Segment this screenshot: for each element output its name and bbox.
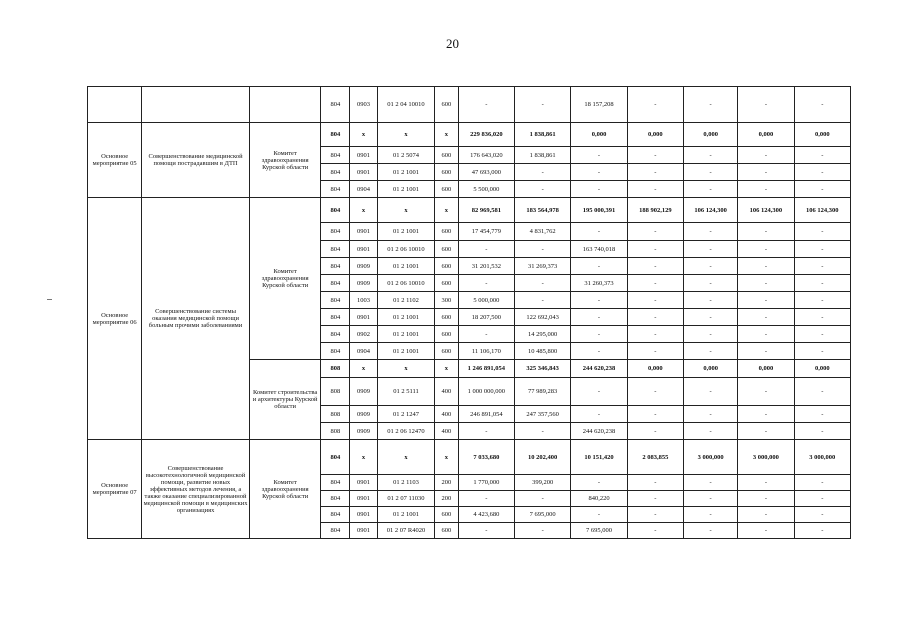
- table-cell: 7 033,680: [458, 440, 514, 475]
- table-cell: 325 346,843: [515, 360, 571, 378]
- table-cell: 0909: [350, 423, 378, 440]
- table-cell: 14 295,000: [515, 326, 571, 343]
- table-cell: 01 2 1001: [377, 164, 434, 181]
- table-cell: 3 000,000: [794, 440, 850, 475]
- table-cell: 01 2 5111: [377, 378, 434, 406]
- table-cell: 808: [321, 378, 350, 406]
- table-cell: -: [515, 87, 571, 123]
- table-cell: -: [684, 147, 738, 164]
- empty-cell: [142, 87, 250, 123]
- table-cell: 0,000: [738, 123, 794, 147]
- table-cell: 01 2 1001: [377, 181, 434, 198]
- table-cell: -: [738, 423, 794, 440]
- table-cell: 0901: [350, 475, 378, 491]
- table-cell: 2 083,855: [627, 440, 683, 475]
- table-cell: 0901: [350, 523, 378, 539]
- table-cell: -: [684, 223, 738, 241]
- table-cell: 77 989,283: [515, 378, 571, 406]
- table-cell: 1 838,861: [515, 123, 571, 147]
- table-cell: -: [684, 87, 738, 123]
- table-cell: 600: [435, 241, 459, 258]
- table-cell: 804: [321, 326, 350, 343]
- table-cell: -: [738, 378, 794, 406]
- table-cell: 400: [435, 378, 459, 406]
- table-cell: 106 124,300: [684, 198, 738, 223]
- table-cell: -: [684, 507, 738, 523]
- table-cell: 195 000,391: [571, 198, 627, 223]
- table-cell: -: [738, 326, 794, 343]
- table-cell: -: [571, 406, 627, 423]
- table-cell: 0,000: [571, 123, 627, 147]
- table-cell: -: [515, 241, 571, 258]
- table-cell: -: [684, 491, 738, 507]
- executor-name: Комитет здравоохранения Курской области: [249, 123, 321, 198]
- table-cell: -: [627, 507, 683, 523]
- table-cell: 01 2 1247: [377, 406, 434, 423]
- measure-description: Совершенствование системы оказания медицинской помощи больным прочими заболеваниями: [142, 198, 250, 440]
- table-row: [88, 87, 851, 123]
- table-cell: 1 770,000: [458, 475, 514, 491]
- executor-name: Комитет здравоохранения Курской области: [249, 198, 321, 360]
- table-cell: -: [794, 326, 850, 343]
- table-cell: -: [571, 164, 627, 181]
- table-cell: 804: [321, 164, 350, 181]
- table-cell: -: [794, 258, 850, 275]
- table-cell: -: [571, 181, 627, 198]
- table-cell: -: [684, 326, 738, 343]
- table-cell: -: [515, 491, 571, 507]
- scan-speck: [47, 299, 52, 300]
- table-cell: 804: [321, 309, 350, 326]
- measure-label: Основное мероприятие 06: [88, 198, 142, 440]
- table-cell: -: [794, 164, 850, 181]
- table-cell: -: [738, 223, 794, 241]
- table-cell: 47 693,000: [458, 164, 514, 181]
- table-cell: 804: [321, 241, 350, 258]
- table-cell: -: [627, 223, 683, 241]
- table-cell: -: [458, 241, 514, 258]
- table-cell: 176 643,020: [458, 147, 514, 164]
- table-cell: -: [515, 275, 571, 292]
- table-cell: -: [627, 147, 683, 164]
- table-cell: 0,000: [684, 360, 738, 378]
- table-cell: -: [738, 523, 794, 539]
- table-cell: -: [515, 292, 571, 309]
- table-cell: 600: [435, 87, 459, 123]
- table-cell: 600: [435, 223, 459, 241]
- table-cell: 0,000: [794, 123, 850, 147]
- table-cell: 808: [321, 406, 350, 423]
- table-row: [88, 198, 851, 223]
- table-cell: -: [684, 241, 738, 258]
- executor-name: Комитет строительства и архитектуры Курской области: [249, 360, 321, 440]
- table-cell: -: [571, 326, 627, 343]
- table-cell: -: [794, 181, 850, 198]
- table-cell: 0,000: [684, 123, 738, 147]
- table-cell: 3 000,000: [738, 440, 794, 475]
- table-cell: х: [377, 123, 434, 147]
- table-cell: 804: [321, 343, 350, 360]
- table-cell: 600: [435, 181, 459, 198]
- table-cell: 300: [435, 292, 459, 309]
- table-cell: 804: [321, 181, 350, 198]
- table-cell: -: [627, 309, 683, 326]
- table-cell: -: [684, 406, 738, 423]
- table-cell: 0901: [350, 147, 378, 164]
- table-cell: -: [515, 423, 571, 440]
- table-cell: -: [684, 258, 738, 275]
- table-cell: -: [571, 475, 627, 491]
- table-cell: -: [794, 423, 850, 440]
- empty-cell: [88, 87, 142, 123]
- table-cell: 840,220: [571, 491, 627, 507]
- table-cell: -: [571, 147, 627, 164]
- table-cell: 804: [321, 292, 350, 309]
- table-cell: -: [794, 475, 850, 491]
- table-cell: 0909: [350, 406, 378, 423]
- table-cell: 244 620,238: [571, 423, 627, 440]
- table-cell: 188 902,129: [627, 198, 683, 223]
- table-cell: х: [377, 198, 434, 223]
- table-cell: -: [571, 258, 627, 275]
- table-cell: 600: [435, 326, 459, 343]
- table-cell: 244 620,238: [571, 360, 627, 378]
- table-cell: 804: [321, 491, 350, 507]
- table-cell: 1 838,861: [515, 147, 571, 164]
- table-cell: 01 2 1001: [377, 326, 434, 343]
- table-cell: 1003: [350, 292, 378, 309]
- table-cell: 0909: [350, 378, 378, 406]
- table-cell: 600: [435, 309, 459, 326]
- table-row: [88, 440, 851, 475]
- table-cell: 400: [435, 406, 459, 423]
- table-cell: 1 246 891,054: [458, 360, 514, 378]
- table-cell: 18 207,500: [458, 309, 514, 326]
- table-cell: х: [350, 360, 378, 378]
- table-cell: -: [794, 491, 850, 507]
- table-cell: -: [794, 87, 850, 123]
- table-cell: 600: [435, 164, 459, 181]
- table-cell: -: [627, 343, 683, 360]
- table-cell: х: [350, 198, 378, 223]
- table-cell: -: [738, 258, 794, 275]
- table-cell: -: [515, 181, 571, 198]
- table-cell: -: [458, 523, 514, 539]
- table-cell: 0904: [350, 343, 378, 360]
- table-cell: 200: [435, 491, 459, 507]
- table-cell: 10 202,400: [515, 440, 571, 475]
- table-cell: -: [794, 223, 850, 241]
- table-cell: 7 695,000: [571, 523, 627, 539]
- table-cell: -: [684, 378, 738, 406]
- table-cell: 0901: [350, 507, 378, 523]
- table-cell: 3 000,000: [684, 440, 738, 475]
- table-cell: -: [738, 147, 794, 164]
- table-cell: 804: [321, 275, 350, 292]
- table-cell: -: [794, 343, 850, 360]
- table-cell: -: [684, 475, 738, 491]
- table-cell: 17 454,779: [458, 223, 514, 241]
- table-cell: х: [435, 440, 459, 475]
- measure-label: Основное мероприятие 05: [88, 123, 142, 198]
- table-cell: 600: [435, 523, 459, 539]
- table-cell: 01 2 06 10010: [377, 275, 434, 292]
- table-cell: -: [571, 343, 627, 360]
- table-cell: 01 2 1103: [377, 475, 434, 491]
- table-cell: 01 2 06 12470: [377, 423, 434, 440]
- measure-description: Совершенствование высокотехнологичной медицинской помощи, развитие новых эффективных методов лечения, а также оказание специализированной медицинской помощи в медицинских организациях: [142, 440, 250, 539]
- table-cell: -: [684, 423, 738, 440]
- table-cell: х: [350, 440, 378, 475]
- table-cell: 804: [321, 123, 350, 147]
- table-cell: 0903: [350, 87, 378, 123]
- table-cell: 31 269,373: [515, 258, 571, 275]
- table-cell: 808: [321, 423, 350, 440]
- table-cell: -: [458, 491, 514, 507]
- table-cell: 0901: [350, 164, 378, 181]
- table-cell: -: [738, 309, 794, 326]
- table-cell: 5 500,000: [458, 181, 514, 198]
- table-cell: 01 2 1001: [377, 223, 434, 241]
- table-cell: 0904: [350, 181, 378, 198]
- table-cell: -: [794, 378, 850, 406]
- table-cell: 106 124,300: [738, 198, 794, 223]
- table-cell: -: [794, 406, 850, 423]
- table-cell: 0901: [350, 223, 378, 241]
- budget-table: [87, 86, 851, 539]
- table-cell: -: [627, 423, 683, 440]
- table-cell: -: [571, 223, 627, 241]
- table-cell: 0,000: [738, 360, 794, 378]
- table-cell: 01 2 1001: [377, 309, 434, 326]
- measure-description: Совершенствование медицинской помощи пострадавшим в ДТП: [142, 123, 250, 198]
- page-number: 20: [446, 36, 459, 51]
- table-cell: 246 891,054: [458, 406, 514, 423]
- table-cell: х: [435, 360, 459, 378]
- table-cell: 18 157,208: [571, 87, 627, 123]
- table-cell: 804: [321, 523, 350, 539]
- table-cell: 400: [435, 423, 459, 440]
- table-cell: 600: [435, 147, 459, 164]
- table-cell: 82 969,581: [458, 198, 514, 223]
- table-cell: -: [571, 292, 627, 309]
- table-cell: -: [738, 292, 794, 309]
- table-cell: 10 485,800: [515, 343, 571, 360]
- table-cell: 804: [321, 87, 350, 123]
- table-cell: 31 260,373: [571, 275, 627, 292]
- table-cell: -: [571, 507, 627, 523]
- table-cell: 01 2 04 10010: [377, 87, 434, 123]
- table-cell: 0901: [350, 309, 378, 326]
- table-cell: х: [435, 123, 459, 147]
- table-cell: 01 2 06 10010: [377, 241, 434, 258]
- table-cell: 247 357,560: [515, 406, 571, 423]
- table-cell: 01 2 07 11030: [377, 491, 434, 507]
- measure-label: Основное мероприятие 07: [88, 440, 142, 539]
- table-cell: 163 740,018: [571, 241, 627, 258]
- table-cell: -: [794, 523, 850, 539]
- table-cell: 804: [321, 147, 350, 164]
- table-cell: -: [458, 87, 514, 123]
- table-cell: 01 2 1001: [377, 343, 434, 360]
- table-cell: -: [627, 523, 683, 539]
- table-cell: 1 000 000,000: [458, 378, 514, 406]
- table-cell: 01 2 1102: [377, 292, 434, 309]
- table-cell: х: [435, 198, 459, 223]
- table-cell: -: [627, 292, 683, 309]
- table-cell: 808: [321, 360, 350, 378]
- table-cell: 0,000: [627, 123, 683, 147]
- table-cell: 11 106,170: [458, 343, 514, 360]
- table-cell: -: [738, 164, 794, 181]
- table-row: [88, 123, 851, 147]
- table-cell: 183 564,978: [515, 198, 571, 223]
- table-cell: -: [627, 326, 683, 343]
- table-cell: 0,000: [794, 360, 850, 378]
- table-cell: -: [738, 406, 794, 423]
- table-cell: 0902: [350, 326, 378, 343]
- table-cell: -: [738, 87, 794, 123]
- table-cell: 01 2 1001: [377, 507, 434, 523]
- table-cell: -: [684, 343, 738, 360]
- table-cell: -: [794, 147, 850, 164]
- table-cell: -: [738, 491, 794, 507]
- table-cell: 4 423,680: [458, 507, 514, 523]
- table-cell: -: [684, 181, 738, 198]
- empty-cell: [249, 87, 321, 123]
- table-cell: 01 2 1001: [377, 258, 434, 275]
- table-cell: -: [458, 423, 514, 440]
- table-cell: -: [515, 523, 571, 539]
- table-cell: 0909: [350, 258, 378, 275]
- table-cell: 31 201,532: [458, 258, 514, 275]
- table-cell: -: [738, 181, 794, 198]
- table-cell: -: [794, 507, 850, 523]
- table-cell: 600: [435, 343, 459, 360]
- table-cell: -: [684, 164, 738, 181]
- table-cell: 0909: [350, 275, 378, 292]
- table-cell: -: [627, 87, 683, 123]
- table-cell: -: [738, 507, 794, 523]
- table-cell: -: [458, 326, 514, 343]
- table-cell: 200: [435, 475, 459, 491]
- table-cell: -: [738, 241, 794, 258]
- table-cell: х: [377, 360, 434, 378]
- table-cell: -: [684, 309, 738, 326]
- table-cell: 0901: [350, 491, 378, 507]
- table-cell: 229 836,020: [458, 123, 514, 147]
- table-cell: х: [350, 123, 378, 147]
- table-cell: -: [738, 475, 794, 491]
- table-cell: 4 831,762: [515, 223, 571, 241]
- table-cell: 600: [435, 258, 459, 275]
- table-cell: 01 2 07 R4020: [377, 523, 434, 539]
- table-cell: 804: [321, 507, 350, 523]
- table-cell: 106 124,300: [794, 198, 850, 223]
- table-cell: -: [571, 378, 627, 406]
- table-cell: 804: [321, 198, 350, 223]
- table-cell: -: [627, 406, 683, 423]
- table-cell: -: [627, 275, 683, 292]
- table-cell: -: [627, 491, 683, 507]
- table-cell: 01 2 5074: [377, 147, 434, 164]
- table-cell: -: [627, 258, 683, 275]
- table-cell: 5 000,000: [458, 292, 514, 309]
- table-cell: 122 692,043: [515, 309, 571, 326]
- table-cell: х: [377, 440, 434, 475]
- table-cell: -: [627, 181, 683, 198]
- executor-name: Комитет здравоохранения Курской области: [249, 440, 321, 539]
- table-cell: -: [458, 275, 514, 292]
- table-cell: 399,200: [515, 475, 571, 491]
- table-cell: 804: [321, 223, 350, 241]
- table-cell: -: [684, 523, 738, 539]
- table-cell: -: [738, 343, 794, 360]
- table-cell: -: [738, 275, 794, 292]
- table-cell: -: [571, 309, 627, 326]
- table-cell: 0,000: [627, 360, 683, 378]
- table-cell: 600: [435, 507, 459, 523]
- table-cell: 600: [435, 275, 459, 292]
- table-cell: 804: [321, 440, 350, 475]
- table-cell: 804: [321, 475, 350, 491]
- table-cell: -: [627, 164, 683, 181]
- table-cell: -: [627, 241, 683, 258]
- table-cell: -: [794, 275, 850, 292]
- table-cell: -: [515, 164, 571, 181]
- table-cell: -: [794, 292, 850, 309]
- table-cell: -: [627, 475, 683, 491]
- table-cell: 804: [321, 258, 350, 275]
- table-cell: 7 695,000: [515, 507, 571, 523]
- table-cell: -: [794, 241, 850, 258]
- table-cell: -: [684, 275, 738, 292]
- table-cell: -: [684, 292, 738, 309]
- table-cell: -: [627, 378, 683, 406]
- table-cell: 10 151,420: [571, 440, 627, 475]
- table-cell: -: [794, 309, 850, 326]
- table-cell: 0901: [350, 241, 378, 258]
